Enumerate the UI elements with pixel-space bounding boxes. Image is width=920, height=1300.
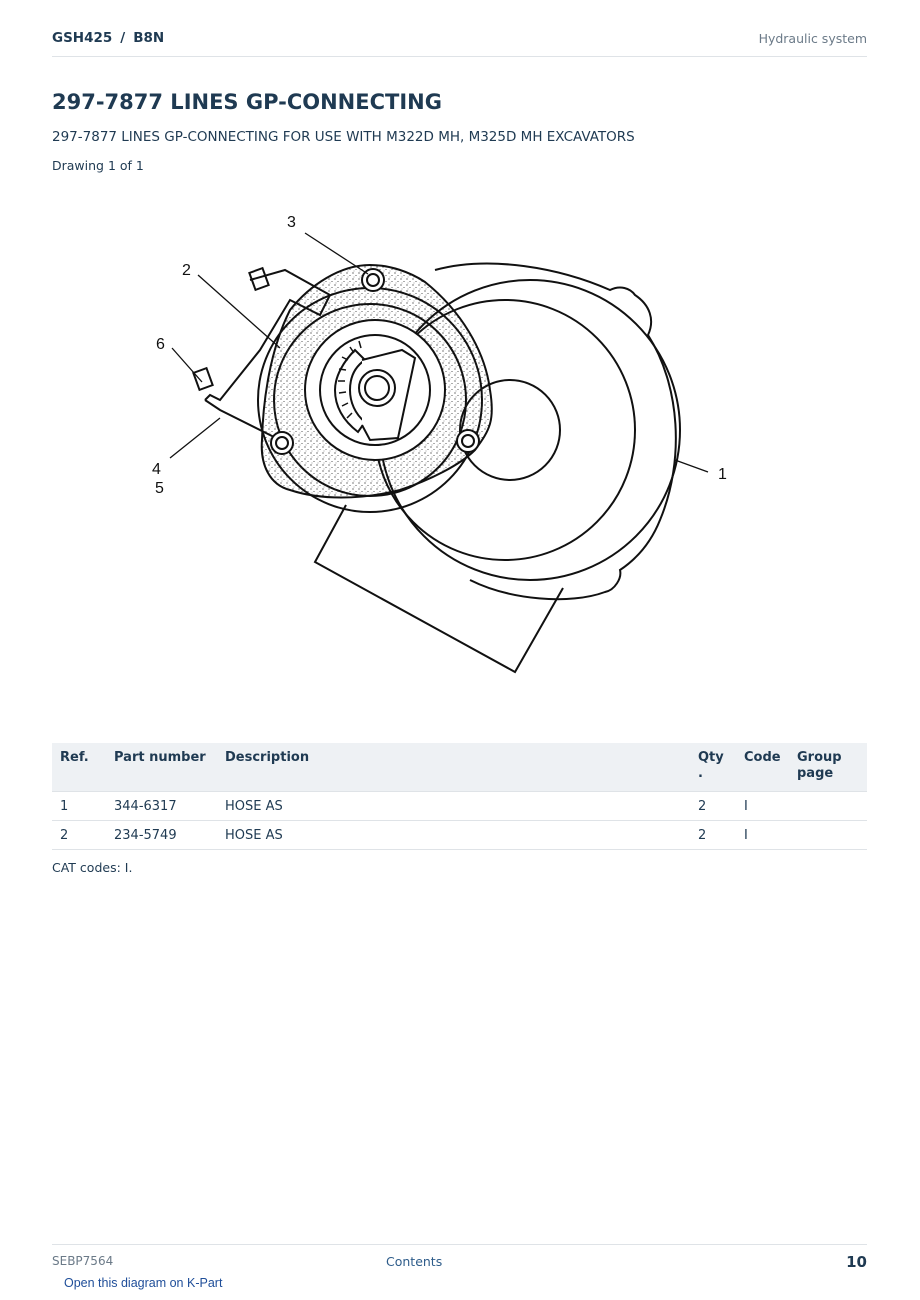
callout-4: 4 (152, 461, 161, 478)
cell-ref: 1 (52, 792, 106, 821)
cell-ref: 2 (52, 821, 106, 850)
header-part-number: Part number (106, 743, 217, 792)
header-ref: Ref. (52, 743, 106, 792)
page-title: 297-7877 LINES GP-CONNECTING (52, 90, 442, 114)
cell-description: HOSE AS (217, 792, 690, 821)
cell-part-number: 234-5749 (106, 821, 217, 850)
callout-3: 3 (287, 214, 296, 231)
callout-2: 2 (182, 262, 191, 279)
contents-link[interactable]: Contents (386, 1254, 443, 1269)
page-header (52, 28, 867, 57)
table-row (52, 821, 867, 850)
header-description: Description (217, 743, 690, 792)
serial-prefix: B8N (133, 30, 165, 46)
cell-part-number: 344-6317 (106, 792, 217, 821)
cat-codes-note: CAT codes: I. (52, 860, 133, 875)
cell-qty: 2 (690, 821, 736, 850)
cell-group-page (789, 821, 867, 850)
breadcrumb-separator: / (120, 30, 126, 46)
parts-diagram (130, 200, 790, 700)
page-footer (52, 1244, 867, 1271)
table-row (52, 792, 867, 821)
parts-diagram-drawing (130, 200, 790, 700)
parts-table-header (52, 743, 867, 792)
model-name: GSH425 (52, 30, 113, 46)
callout-6: 6 (156, 336, 165, 353)
open-kpart-link[interactable]: Open this diagram on K-Part (64, 1276, 223, 1290)
breadcrumb (52, 30, 164, 46)
callout-5: 5 (155, 480, 164, 497)
header-qty: Qty . (690, 743, 736, 792)
page-subtitle: 297-7877 LINES GP-CONNECTING FOR USE WITH M322D MH, M325D MH EXCAVATORS (52, 129, 635, 145)
section-name: Hydraulic system (758, 31, 867, 46)
cell-description: HOSE AS (217, 821, 690, 850)
parts-table (52, 743, 867, 850)
document-id: SEBP7564 (52, 1254, 114, 1268)
cell-code: I (736, 821, 789, 850)
drawing-count: Drawing 1 of 1 (52, 158, 144, 173)
cell-qty: 2 (690, 792, 736, 821)
header-group-page: Group page (789, 743, 867, 792)
cell-code: I (736, 792, 789, 821)
page-number: 10 (846, 1253, 867, 1271)
callout-1: 1 (718, 466, 727, 483)
cell-group-page (789, 792, 867, 821)
header-code: Code (736, 743, 789, 792)
